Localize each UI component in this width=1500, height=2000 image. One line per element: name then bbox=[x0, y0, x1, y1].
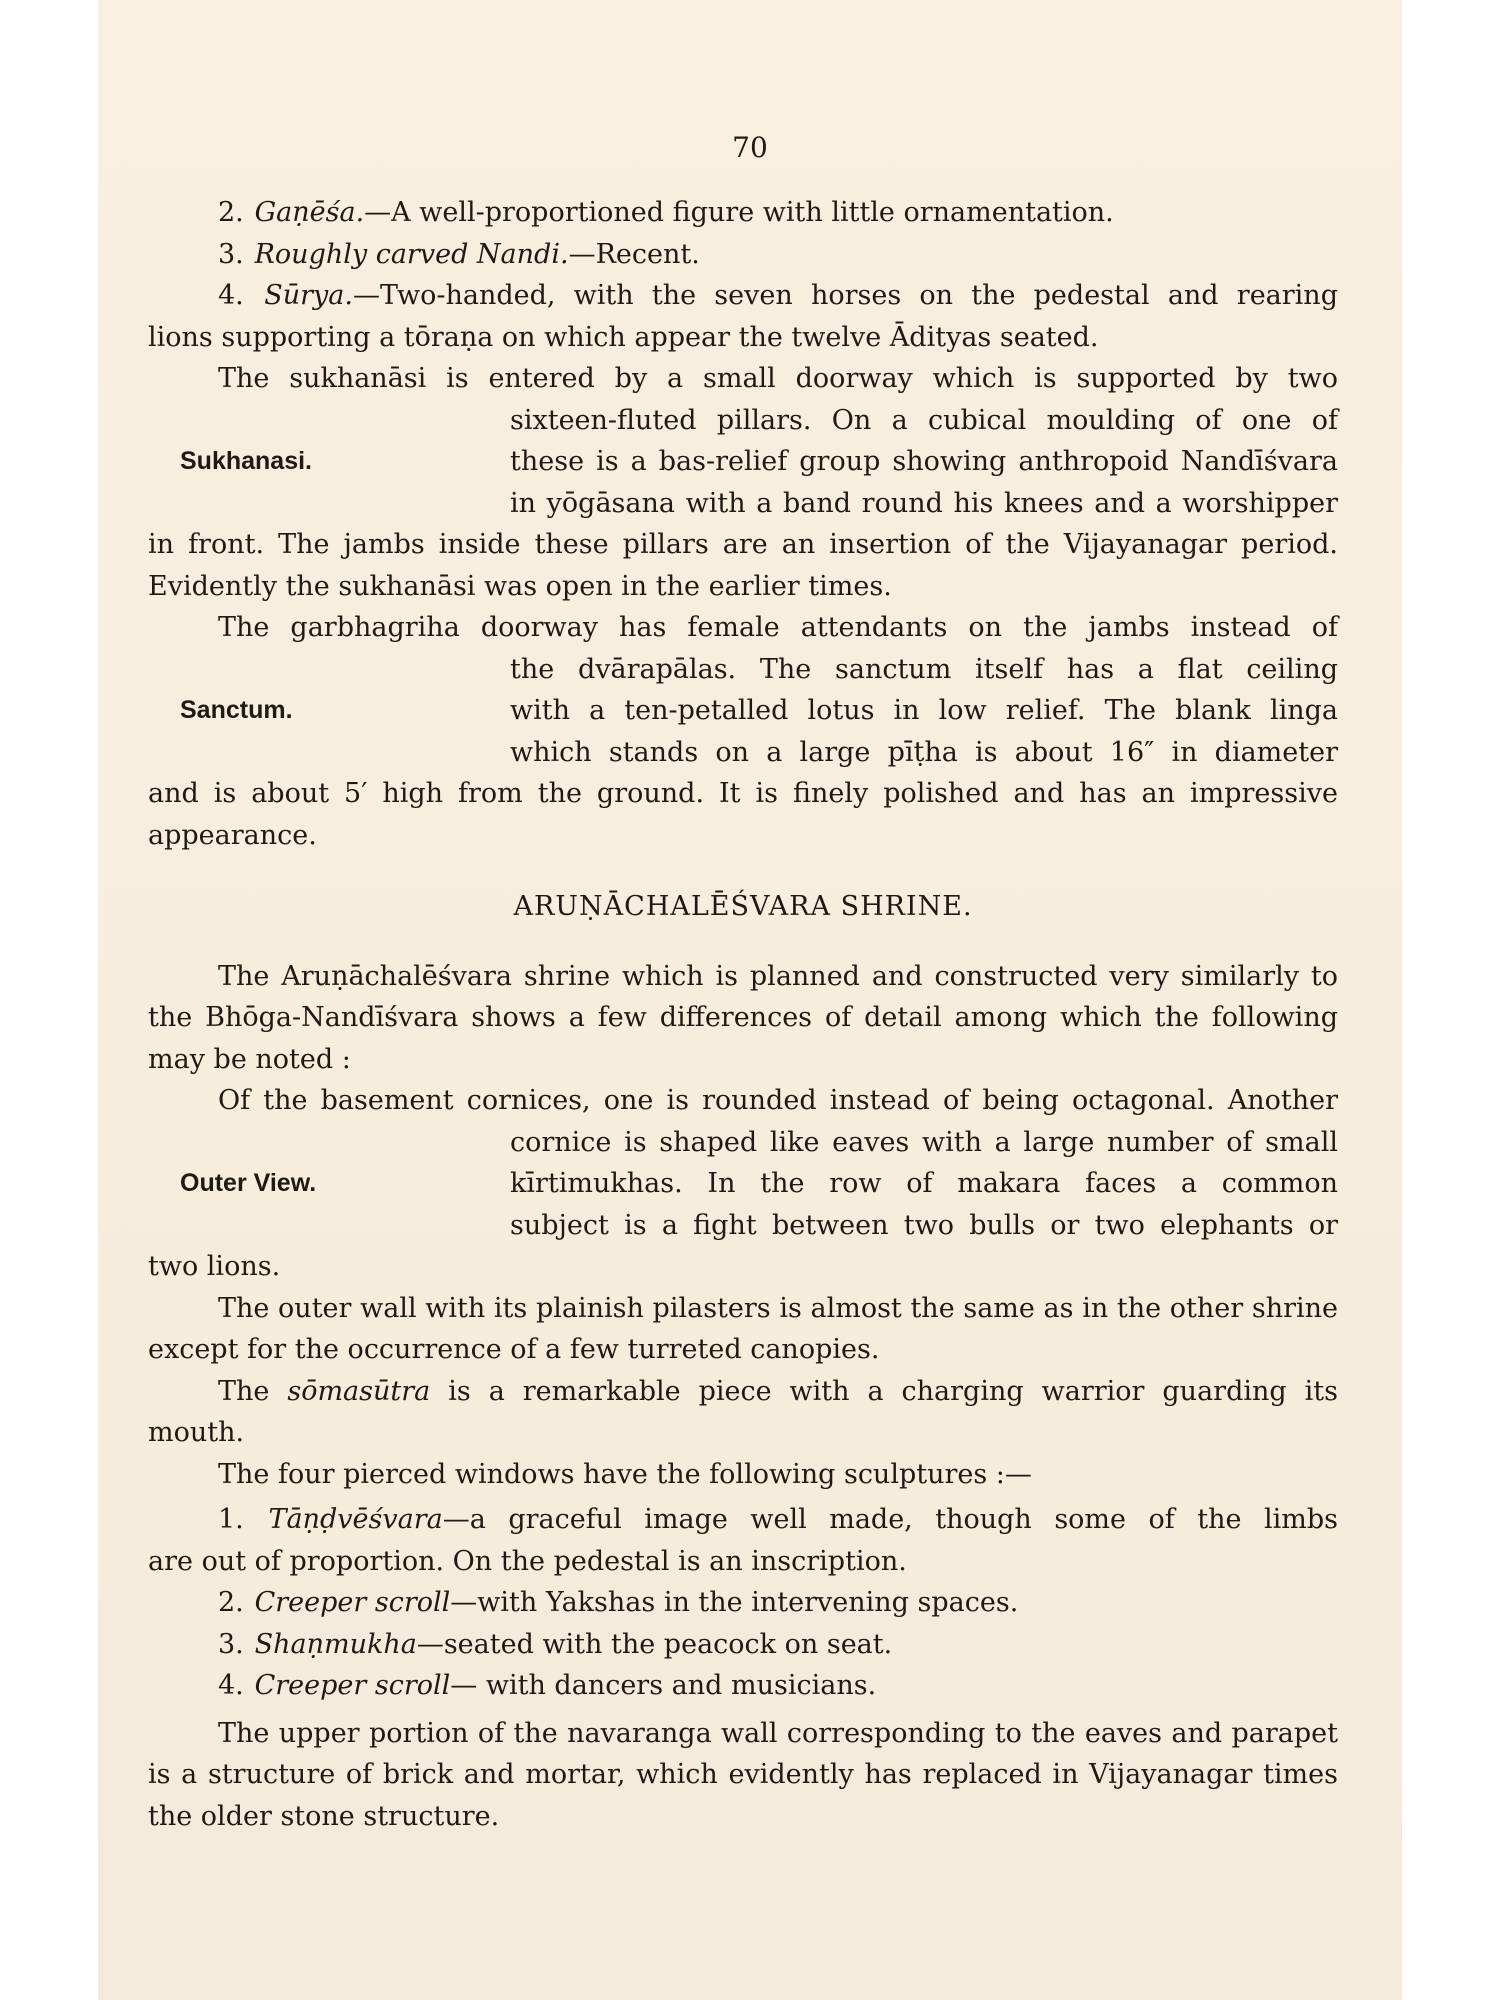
section-heading: ARUṆĀCHALĒŚVARA SHRINE. bbox=[513, 891, 973, 922]
sukhanasi-side-line: sixteen-fluted pillars. On a cubical moulding of one of bbox=[510, 404, 1338, 436]
list-item: 2. Gaṇēśa.—A well-proportioned figure with little ornamentation. bbox=[218, 197, 1114, 228]
item-title: Sūrya. bbox=[264, 280, 353, 311]
sukhanasi-side-line: in yōgāsana with a band round his knees and a worshipper bbox=[510, 487, 1338, 519]
outer-view-side-line: kīrtimukhas. In the row of makara faces a common bbox=[510, 1168, 1338, 1199]
outer-view-side-line: cornice is shaped like eaves with a large number of small bbox=[510, 1126, 1338, 1158]
item-text: —A well-proportioned figure with little ornamentation. bbox=[364, 197, 1114, 228]
sanctum-side-line: with a ten-petalled lotus in low relief. The blank linga bbox=[510, 695, 1338, 726]
sanctum-block bbox=[148, 649, 1338, 774]
outer-view-first-line: Of the basement cornices, one is rounded instead of being octagonal. Another bbox=[218, 1085, 1338, 1116]
sanctum-rest: and is about 5′ high from the ground. It is finely polished and has an impressive appearance. bbox=[148, 778, 1338, 851]
intro-paragraph: The Aruṇāchalēśvara shrine which is planned and constructed very similarly to the Bhōga-Nandīśvara shows a few differences of detail among which the following may be noted : bbox=[148, 960, 1338, 1075]
page-number: 70 bbox=[732, 131, 768, 164]
list-item: 1. Tāṇḍvēśvara—a graceful image well made, though some of the limbs bbox=[218, 1504, 1338, 1535]
outer-wall-paragraph: The outer wall with its plainish pilasters is almost the same as in the other shrine except for the occurrence of a few turreted canopies. bbox=[148, 1292, 1338, 1365]
book-page bbox=[98, 0, 1402, 2000]
item-title: Roughly carved Nandi. bbox=[254, 238, 569, 270]
page-body bbox=[148, 192, 1338, 1837]
sukhanasi-side-heading: Sukhanasi. bbox=[180, 447, 312, 475]
item-text: —a graceful image well made, though some of the limbs bbox=[442, 1504, 1338, 1535]
somasutra-term: sōmasūtra bbox=[287, 1375, 431, 1407]
list-item: 3. Shaṇmukha—seated with the peacock on seat. bbox=[218, 1628, 893, 1660]
sukhanasi-rest: in front. The jambs inside these pillars are an insertion of the Vijayanagar period. Evidently the sukhanāsi was open in the earlier times. bbox=[148, 529, 1338, 602]
outer-view-rest: two lions. bbox=[148, 1251, 281, 1282]
item-text: —Two-handed, with the seven horses on the pedestal and rearing bbox=[352, 280, 1338, 311]
list-item-continuation: lions supporting a tōraṇa on which appear the twelve Ādityas seated. bbox=[148, 321, 1099, 353]
item-title: Tāṇḍvēśvara bbox=[268, 1504, 443, 1535]
item-title: Shaṇmukha bbox=[254, 1628, 417, 1660]
list-item: 2. Creeper scroll—with Yakshas in the intervening spaces. bbox=[218, 1587, 1019, 1618]
list-item: 3. Roughly carved Nandi.—Recent. bbox=[218, 238, 700, 270]
outer-view-block bbox=[148, 1122, 1338, 1247]
list-item-continuation: are out of proportion. On the pedestal is an inscription. bbox=[148, 1545, 907, 1577]
sanctum-side-line: which stands on a large pīṭha is about 16″ in diameter bbox=[510, 736, 1338, 768]
list-item: 4. Creeper scroll— with dancers and musicians. bbox=[218, 1670, 877, 1701]
sanctum-side-heading: Sanctum. bbox=[180, 696, 293, 724]
sukhanasi-block bbox=[148, 400, 1338, 525]
item-title: Creeper scroll bbox=[254, 1670, 451, 1701]
outer-view-side-line: subject is a fight between two bulls or two elephants or bbox=[510, 1209, 1338, 1241]
item-text: —with Yakshas in the intervening spaces. bbox=[450, 1587, 1019, 1618]
list-item: 4. Sūrya.—Two-handed, with the seven horses on the pedestal and rearing bbox=[218, 280, 1338, 311]
sukhanasi-side-line: these is a bas-relief group showing anthropoid Nandīśvara bbox=[510, 446, 1338, 477]
item-title: Creeper scroll bbox=[254, 1587, 451, 1618]
item-text: — with dancers and musicians. bbox=[450, 1670, 877, 1701]
sukhanasi-first-line: The sukhanāsi is entered by a small doorway which is supported by two bbox=[218, 363, 1338, 394]
windows-intro: The four pierced windows have the following sculptures :— bbox=[218, 1458, 1032, 1490]
outer-view-side-heading: Outer View. bbox=[180, 1169, 317, 1197]
item-text: —seated with the peacock on seat. bbox=[416, 1628, 893, 1660]
item-text: —Recent. bbox=[568, 238, 700, 270]
sanctum-side-line: the dvārapālas. The sanctum itself has a flat ceiling bbox=[510, 653, 1338, 685]
sanctum-first-line: The garbhagriha doorway has female attendants on the jambs instead of bbox=[218, 612, 1338, 643]
somasutra-paragraph: The sōmasūtra is a remarkable piece with a charging warrior guarding its mouth. bbox=[148, 1375, 1338, 1448]
item-title: Gaṇēśa. bbox=[254, 197, 365, 228]
closing-paragraph: The upper portion of the navaranga wall corresponding to the eaves and parapet is a structure of brick and mortar, which evidently has replaced in Vijayanagar times the older stone structure. bbox=[148, 1717, 1338, 1832]
